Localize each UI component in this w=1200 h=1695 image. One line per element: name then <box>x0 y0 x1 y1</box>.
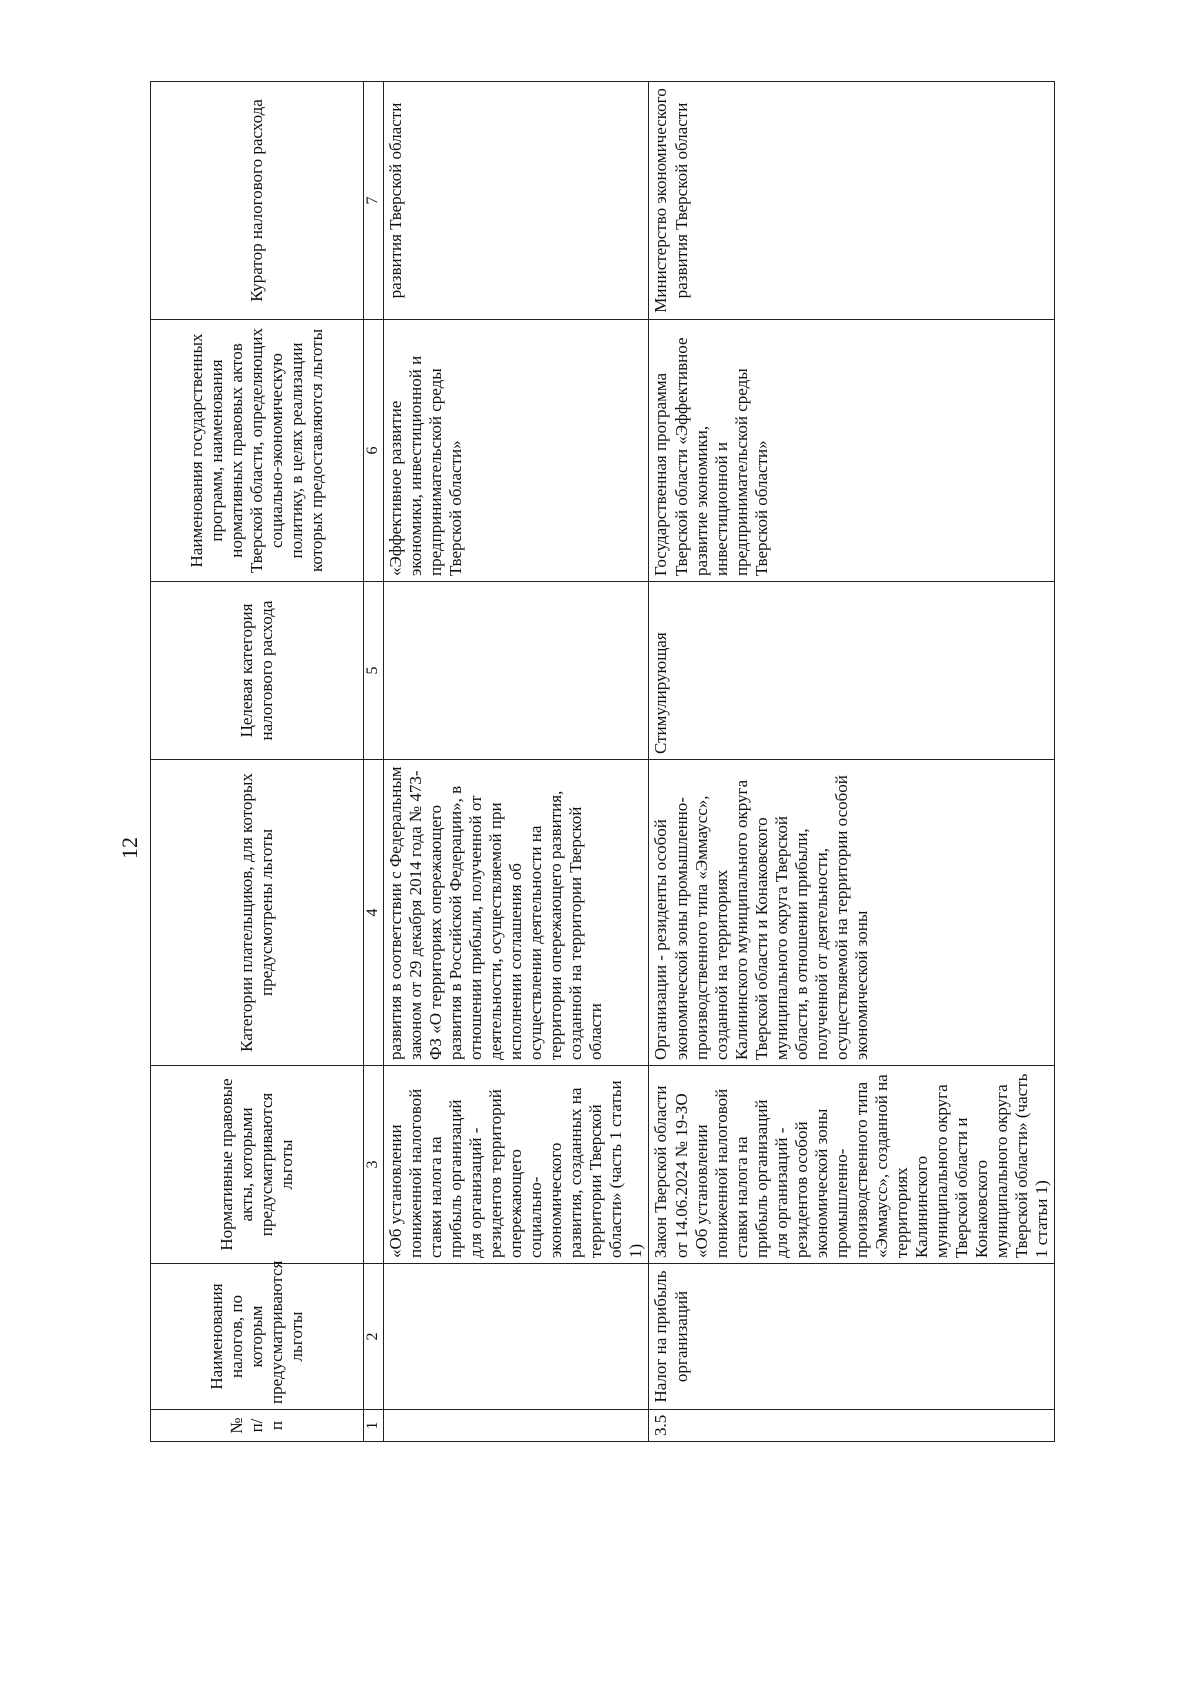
column-number-row <box>364 82 384 1442</box>
header-legal-act: Нормативные правовые акты, которыми предусматриваются льготы <box>151 1066 364 1264</box>
column-number: 3 <box>364 1066 384 1264</box>
column-number: 6 <box>364 320 384 582</box>
header-payer-category: Категории плательщиков, для которых предусмотрены льготы <box>151 760 364 1066</box>
column-number: 1 <box>364 1410 384 1442</box>
cell-target-category: Стимулирующая <box>649 582 1055 760</box>
header-curator: Куратор налогового расхода <box>151 82 364 320</box>
tax-expenditure-table <box>150 81 1055 1442</box>
header-programs: Наименования государственных программ, наименования нормативных правовых актов Тверской области, определяющих социально-экономическую политику, в целях реализации которых предоставляются льготы <box>151 320 364 582</box>
cell-tax-name: Налог на прибыль организаций <box>649 1264 1055 1410</box>
cell-curator: Министерство экономического развития Тверской области <box>649 82 1055 320</box>
column-number: 4 <box>364 760 384 1066</box>
cell-tax-name <box>383 1264 649 1410</box>
table-row <box>649 82 1055 1442</box>
column-number: 2 <box>364 1264 384 1410</box>
table-header-row <box>151 82 364 1442</box>
tax-expenditure-table-container <box>150 82 1052 1442</box>
cell-num: 3.5 <box>649 1410 1055 1442</box>
header-tax-name: Наименования налогов, по которым предусматриваются льготы <box>151 1264 364 1410</box>
column-number: 7 <box>364 82 384 320</box>
header-target-category: Целевая категория налогового расхода <box>151 582 364 760</box>
cell-legal-act: «Об установлении пониженной налоговой ставки налога на прибыль организаций для организаций - резидентов территорий опережающего социально-экономического развития, созданных на территории Тверской области» (часть 1 статьи 1) <box>383 1066 649 1264</box>
cell-payer-category: Организации - резиденты особой экономической зоны промышленно-производственного типа «Эммаусс», созданной на территориях Калининского муниципального округа Тверской области и Конаковского муниципального округа Тверской области, в отношении прибыли, полученной от деятельности, осуществляемой на территории особой экономической зоны <box>649 760 1055 1066</box>
page-number: 12 <box>117 837 142 859</box>
column-number: 5 <box>364 582 384 760</box>
cell-programs: Государственная программа Тверской области «Эффективное развитие экономики, инвестиционной и предпринимательской среды Тверской области» <box>649 320 1055 582</box>
cell-payer-category: развития в соответствии с Федеральным законом от 29 декабря 2014 года № 473-ФЗ «О территориях опережающего развития в Российской Федерации», в отношении прибыли, полученной от деятельности, осуществляемой при исполнении соглашения об осуществлении деятельности на территории опережающего развития, созданной на территории Тверской области <box>383 760 649 1066</box>
cell-legal-act: Закон Тверской области от 14.06.2024 № 19-ЗО «Об установлении пониженной налоговой ставки налога на прибыль организаций для организаций - резидентов особой экономической зоны промышленно-производственного типа «Эммаусс», созданной на территориях Калининского муниципального округа Тверской области и Конаковского муниципального округа Тверской области» (часть 1 статьи 1) <box>649 1066 1055 1264</box>
cell-curator: развития Тверской области <box>383 82 649 320</box>
cell-programs: «Эффективное развитие экономики, инвестиционной и предпринимательской среды Тверской области» <box>383 320 649 582</box>
header-num: № п/п <box>151 1410 364 1442</box>
table-row <box>383 82 649 1442</box>
cell-target-category <box>383 582 649 760</box>
cell-num <box>383 1410 649 1442</box>
